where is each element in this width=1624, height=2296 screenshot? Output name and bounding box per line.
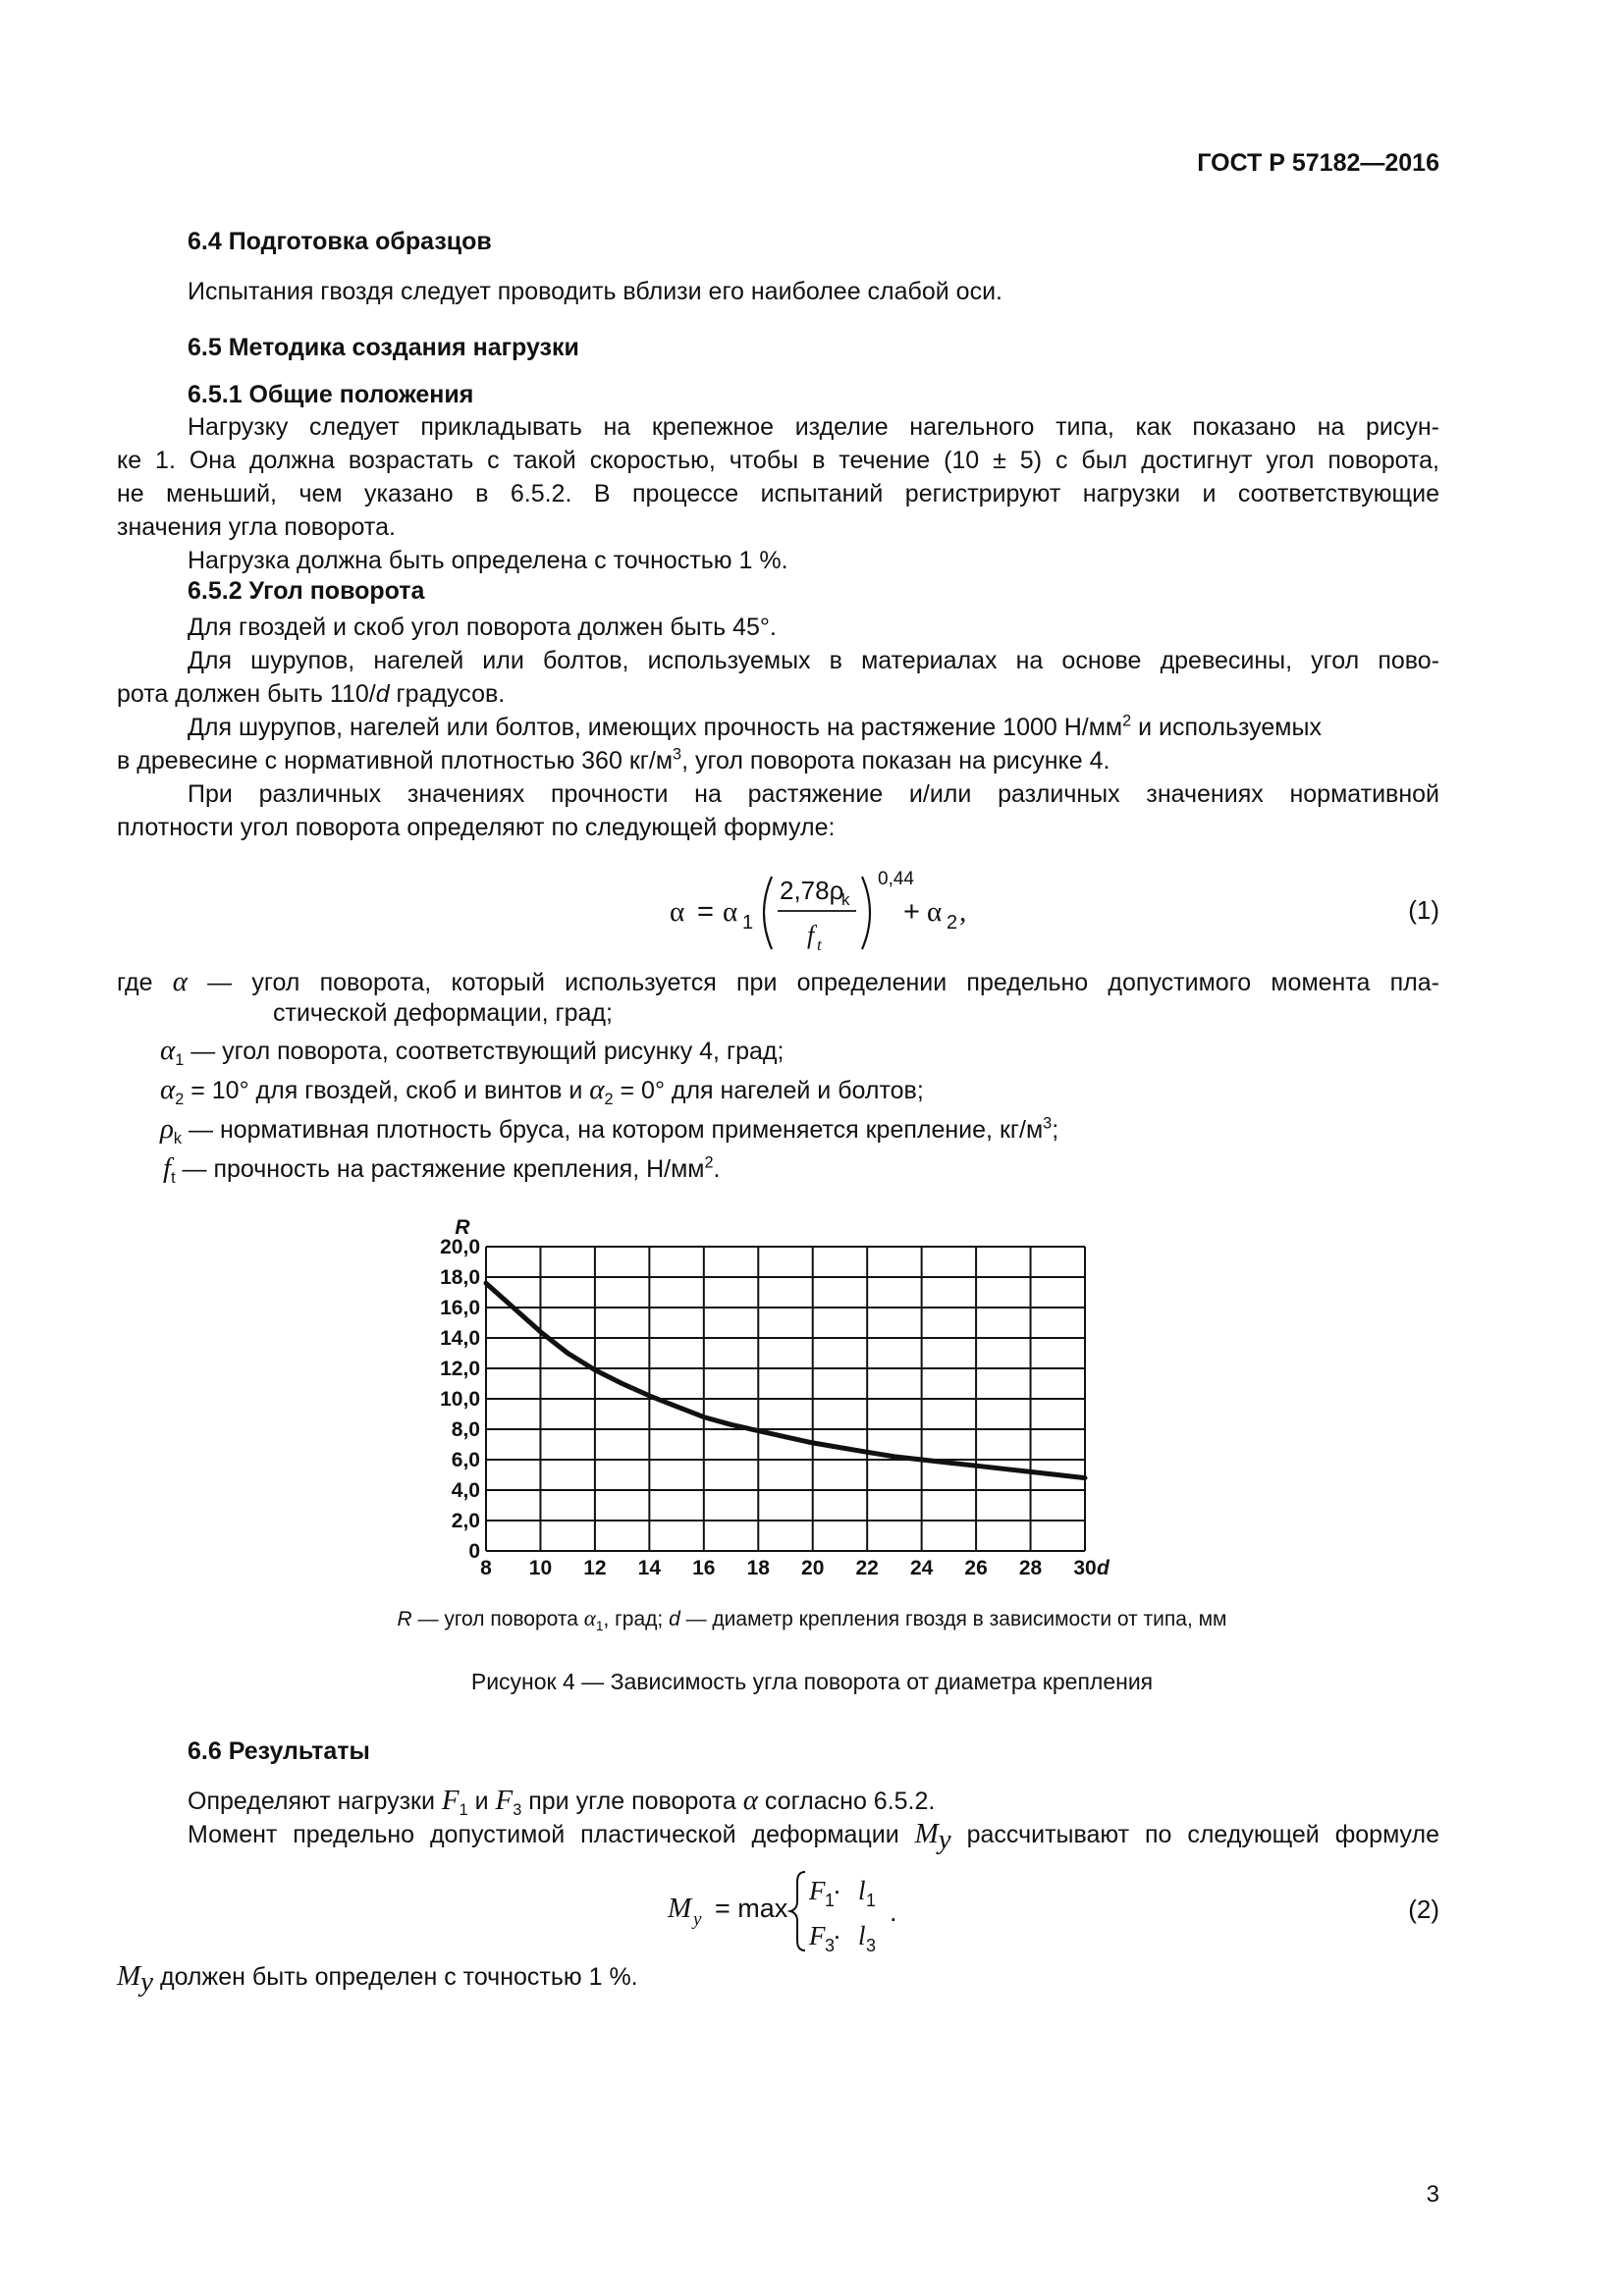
p652-line1: Для гвоздей и скоб угол поворота должен быть 45°.: [188, 614, 777, 641]
eq1-left-paren: [764, 877, 772, 949]
x-tick-label: 16: [692, 1557, 716, 1579]
eq2-max: = max: [715, 1894, 788, 1923]
eq2-row1-l: l: [858, 1876, 866, 1905]
section-6-4-title: 6.4 Подготовка образцов: [188, 228, 492, 255]
x-tick-label: 24: [909, 1557, 934, 1579]
eq2-row1-F: F: [809, 1876, 826, 1905]
document-id: ГОСТ Р 57182—2016: [1197, 149, 1439, 177]
y-axis-label: R: [455, 1216, 470, 1239]
legend-ft: $f_t$ — прочность на растяжение крепления, $Н/мм^2$.: [163, 1152, 721, 1187]
legend-alpha1: $\alpha_1$ — угол поворота, соответствующий рисунку 4, град;: [160, 1035, 785, 1069]
x-tick-label: 22: [855, 1557, 879, 1579]
x-tick-label: 14: [637, 1557, 662, 1579]
p651-line3: не меньший, чем указано в 6.5.2. В процессе испытаний регистрируют нагрузки и соответствующие: [117, 480, 1439, 507]
section-6-5-title: 6.5 Методика создания нагрузки: [188, 334, 579, 361]
eq2-row1-sub: 1: [825, 1891, 836, 1910]
x-tick-label: 8: [480, 1557, 492, 1579]
page-number: 3: [1426, 2181, 1439, 2208]
eq2-row1-dot: ·: [833, 1876, 841, 1905]
p652-line7: плотности угол поворота определяют по следующей формуле:: [117, 814, 836, 841]
eq1-denominator: f: [807, 921, 815, 949]
eq1-numerator: 2,78ρ: [780, 876, 844, 905]
p652-line6: При различных значениях прочности на растяжение и/или различных значениях нормативной: [188, 780, 1439, 808]
y-tick-label: 2,0: [451, 1510, 480, 1532]
p651-line2: ке 1. Она должна возрастать с такой скоростью, чтобы в течение (10 ± 5) с был достигнут угол поворота,: [117, 447, 1439, 474]
eq1-plus: +: [903, 896, 920, 928]
p652-line3: рота должен быть 110/d градусов.: [117, 680, 506, 708]
x-tick-label: 12: [583, 1557, 607, 1579]
y-tick-label: 8,0: [451, 1418, 480, 1441]
eq1-alpha2: α: [927, 896, 943, 928]
p652-line5: в древесине с нормативной плотностью 360 $кг/м^3$, угол поворота показан на рисунке 4.: [117, 745, 1110, 774]
x-axis-label: d: [1097, 1557, 1110, 1579]
eq2-row1-lsub: 1: [866, 1891, 877, 1910]
x-tick-label: 10: [528, 1557, 553, 1579]
y-tick-label: 18,0: [440, 1266, 480, 1289]
eq1-den-sub: t: [817, 935, 822, 954]
eq1-power: 0,44: [878, 869, 914, 889]
eq2-row2-F: F: [809, 1921, 826, 1950]
section-6-5-1-title: 6.5.1 Общие положения: [188, 381, 474, 408]
y-tick-label: 20,0: [440, 1236, 480, 1258]
p651-line4: значения угла поворота.: [117, 513, 396, 541]
p66-line2: Момент предельно допустимой пластической деформации $M_y$ рассчитывают по следующей формуле: [188, 1818, 1439, 1855]
x-tick-label: 26: [964, 1557, 988, 1579]
y-tick-label: 6,0: [451, 1449, 480, 1471]
eq2-y: y: [693, 1909, 702, 1930]
eq2-period: .: [890, 1897, 897, 1927]
series-line: [486, 1283, 1085, 1477]
legend-alpha: где α — угол поворота, который используется при определении предельно допустимого момента пла-: [117, 966, 1439, 997]
y-tick-label: 4,0: [451, 1479, 480, 1502]
x-tick-label: 18: [746, 1557, 770, 1579]
p651-line1: Нагрузку следует прикладывать на крепежное изделие нагельного типа, как показано на рисун-: [188, 413, 1439, 441]
equation-2-number: (2): [1408, 1895, 1439, 1924]
p66-line3: $M_y$ должен быть определен с точностью 1 %.: [117, 1960, 638, 1998]
y-tick-label: 0: [468, 1540, 480, 1563]
y-tick-label: 16,0: [440, 1297, 480, 1319]
eq1-right-paren: [862, 877, 870, 949]
eq2-M: M: [668, 1893, 692, 1924]
eq1-sub2: 2: [947, 912, 958, 934]
x-tick-label: 30: [1073, 1557, 1097, 1579]
equation-2: [658, 1860, 923, 1958]
eq2-row2-sub: 3: [825, 1936, 836, 1955]
x-tick-label: 20: [801, 1557, 825, 1579]
figure-4-caption: R — угол поворота $\alpha_1$, град; d — диаметр крепления гвоздя в зависимости от типа, мм: [397, 1606, 1227, 1634]
p66-line1: Определяют нагрузки $F_1$ и $F_3$ при угле поворота α согласно 6.5.2.: [188, 1785, 936, 1819]
x-tick-label: 28: [1018, 1557, 1043, 1579]
equation-1-number: (1): [1408, 895, 1439, 925]
eq2-row2-l: l: [858, 1921, 866, 1950]
p652-line2: Для шурупов, нагелей или болтов, используемых в материалах на основе древесины, угол пово-: [188, 647, 1439, 674]
legend-alpha-cont: стической деформации, град;: [273, 999, 613, 1027]
legend-rho: $\rho_k$ — нормативная плотность бруса, на котором применяется крепление, $кг/м^3$;: [160, 1113, 1059, 1148]
eq2-row2-dot: ·: [833, 1921, 841, 1950]
eq1-comma: ,: [959, 896, 967, 928]
p651-line5: Нагрузка должна быть определена с точностью 1 %.: [188, 547, 788, 574]
eq1-num-sub: k: [841, 890, 850, 909]
eq1-alpha: α: [670, 896, 685, 928]
y-tick-label: 14,0: [440, 1327, 480, 1350]
equation-1: [658, 859, 1011, 967]
eq1-equals: =: [697, 896, 714, 928]
section-6-5-2-title: 6.5.2 Угол поворота: [188, 577, 425, 605]
eq1-alpha1: α: [723, 896, 738, 928]
eq2-row2-lsub: 3: [866, 1936, 877, 1955]
section-6-6-title: 6.6 Результаты: [188, 1737, 370, 1765]
figure-4-chart: [412, 1202, 1178, 1590]
section-6-4-text: Испытания гвоздя следует проводить вблизи его наиболее слабой оси.: [188, 278, 1002, 305]
legend-alpha2: $\alpha_2 = 10^\circ$ для гвоздей, скоб и винтов и $\alpha_2 = 0^\circ$ для нагелей и болтов;: [160, 1074, 924, 1108]
y-tick-label: 12,0: [440, 1358, 480, 1380]
p652-line4: Для шурупов, нагелей или болтов, имеющих прочность на растяжение 1000 $Н/мм^2$ и используемых: [188, 712, 1322, 741]
eq1-sub1: 1: [742, 912, 754, 934]
y-tick-label: 10,0: [440, 1388, 480, 1411]
figure-4-title: Рисунок 4 — Зависимость угла поворота от диаметра крепления: [470, 1669, 1154, 1694]
eq2-brace: [790, 1872, 805, 1950]
